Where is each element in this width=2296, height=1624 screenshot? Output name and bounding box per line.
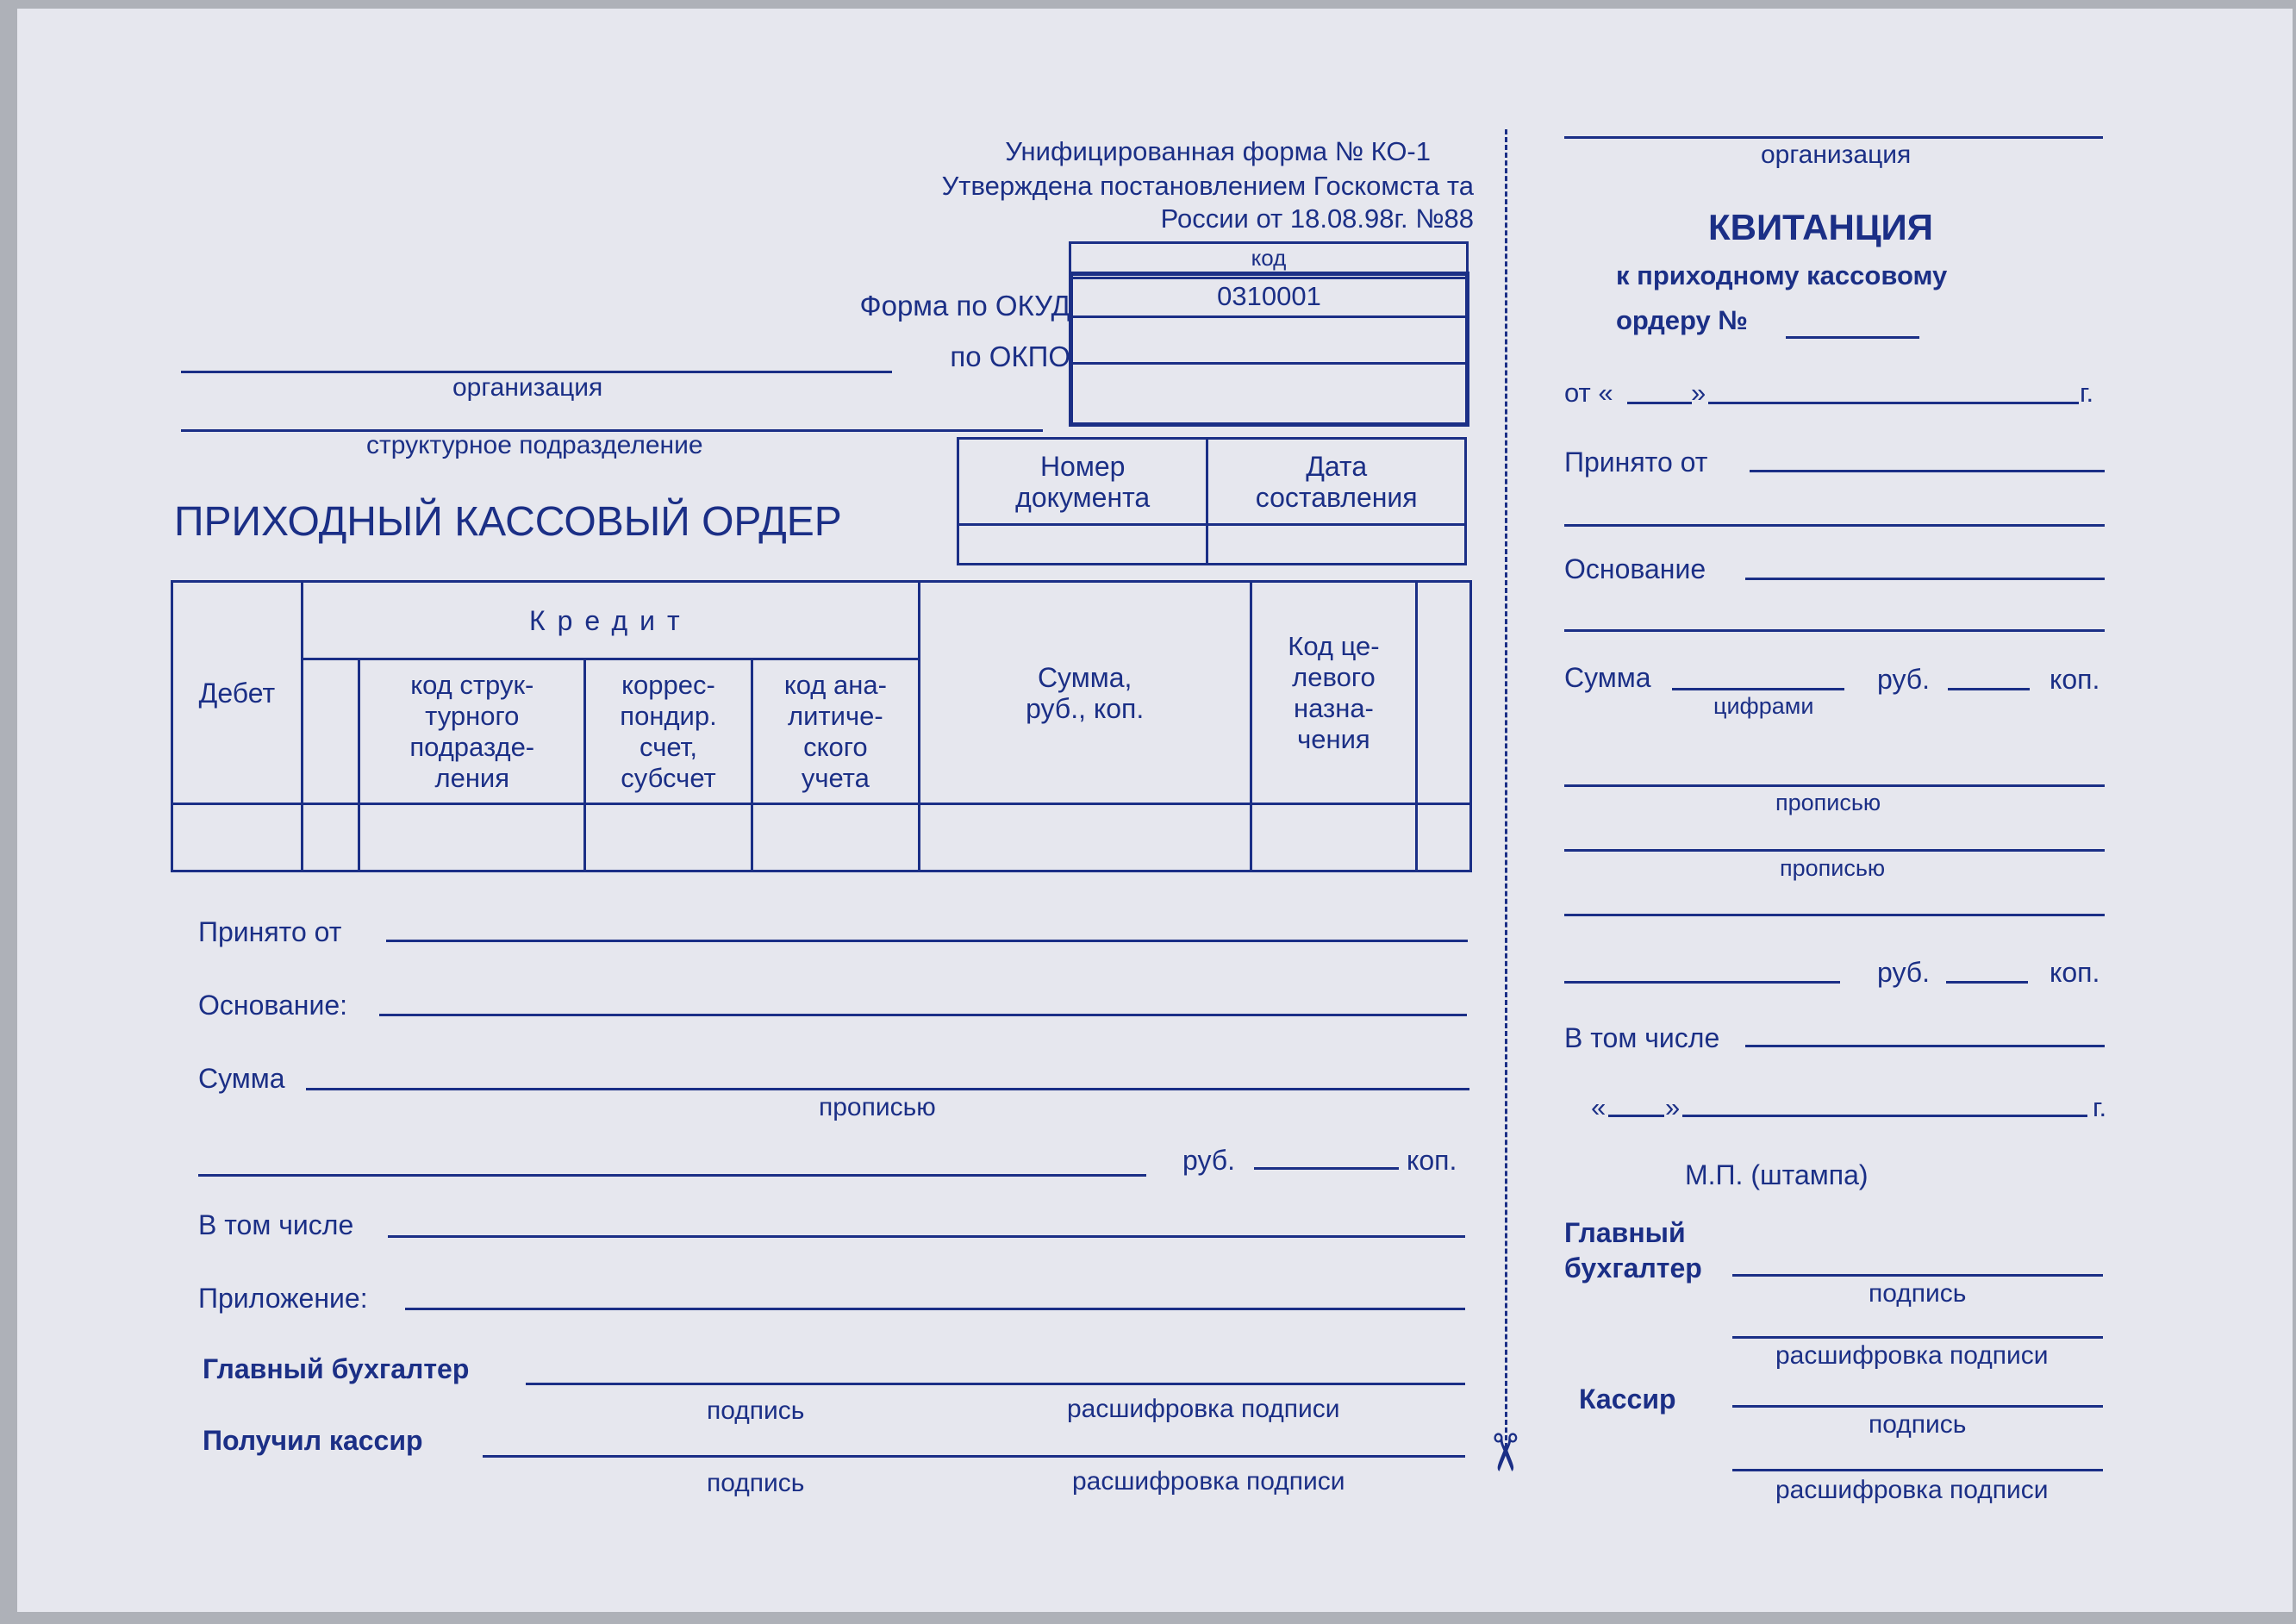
receipt-rubles-label: руб. [1877, 664, 1931, 695]
receipt-rubles-label-2: руб. [1877, 957, 1931, 988]
debit-cell[interactable] [172, 804, 303, 871]
receipt-received-from-field[interactable] [1750, 470, 2105, 472]
credit-blank-cell[interactable] [302, 804, 359, 871]
receipt-date-year-suffix: г. [2080, 378, 2094, 408]
receipt-stamp-label: М.П. (штампа) [1685, 1159, 1869, 1190]
receipt-organization-caption: организация [1761, 141, 1912, 169]
amount-field[interactable] [306, 1088, 1469, 1090]
including-field[interactable] [388, 1235, 1465, 1238]
purpose-code-header: Код це- левого назна- чения [1251, 582, 1417, 804]
okud-code: 0310001 [1217, 281, 1321, 311]
cut-line [1505, 129, 1507, 1448]
cashier-received-label: Получил кассир [203, 1425, 423, 1456]
accounts-table [171, 580, 1472, 872]
receipt-cashier-signature-field[interactable] [1732, 1405, 2103, 1408]
receipt-date2-close: » [1665, 1092, 1681, 1122]
receipt-basis-label: Основание [1564, 553, 1706, 584]
receipt-cashier-signature-caption: подпись [1869, 1410, 1967, 1439]
page-title: ПРИХОДНЫЙ КАССОВЫЙ ОРДЕР [174, 499, 842, 545]
receipt-received-from-field-2[interactable] [1564, 524, 2105, 527]
receipt-chief-decoding-field[interactable] [1732, 1336, 2103, 1339]
receipt-basis-field[interactable] [1745, 578, 2105, 580]
receipt-chief-accountant-line2: бухгалтер [1564, 1252, 1702, 1284]
receipt-amount-digits-caption: цифрами [1713, 693, 1814, 719]
receipt-subtitle: к приходному кассовому [1616, 260, 1948, 290]
basis-label: Основание: [198, 990, 348, 1021]
receipt-rubles-field[interactable] [1564, 981, 1840, 984]
receipt-in-words-field-3[interactable] [1564, 914, 2105, 916]
receipt-chief-decoding-caption: расшифровка подписи [1775, 1341, 2049, 1370]
receipt-date-quote: » [1691, 378, 1706, 408]
receipt-amount-digits-field[interactable] [1672, 688, 1844, 690]
receipt-including-field[interactable] [1745, 1045, 2105, 1047]
chief-signature-caption: подпись [707, 1396, 805, 1425]
receipt-date-day-field[interactable] [1627, 402, 1692, 404]
received-from-field[interactable] [386, 940, 1468, 942]
receipt-cashier-label: Кассир [1579, 1384, 1676, 1415]
doc-number-cell[interactable] [958, 525, 1207, 565]
subdivision-label: структурное подразделение [366, 431, 703, 459]
subdivision-code-header: код струк- турного подразде- ления [359, 659, 585, 804]
receipt-including-label: В том числе [1564, 1022, 1720, 1053]
document-table [957, 437, 1467, 565]
cashier-signature-caption: подпись [707, 1469, 805, 1497]
receipt-date2-day-field[interactable] [1608, 1115, 1664, 1117]
sum-cell[interactable] [919, 804, 1251, 871]
chief-accountant-signature-field[interactable] [526, 1383, 1465, 1385]
receipt-chief-signature-caption: подпись [1869, 1279, 1967, 1308]
basis-field[interactable] [379, 1014, 1467, 1016]
amount-label: Сумма [198, 1063, 285, 1094]
approved-date-label: России от 18.08.98г. №88 [1160, 203, 1474, 234]
amount-rubles-field[interactable] [198, 1174, 1146, 1177]
okpo-label: по ОКПО [950, 340, 1070, 372]
receipt-kopecks-field[interactable] [1948, 688, 2030, 690]
approved-label: Утверждена постановлением Госкомста та [941, 171, 1474, 201]
blank-cell[interactable] [1417, 804, 1471, 871]
rubles-label: руб. [1182, 1145, 1236, 1176]
receipt-amount-label: Сумма [1564, 662, 1651, 693]
analytical-code-cell[interactable] [752, 804, 919, 871]
okud-label: Форма по ОКУД [859, 290, 1070, 322]
receipt-kopecks-label: коп. [2050, 664, 2100, 695]
form-sheet [17, 9, 2293, 1612]
doc-date-cell[interactable] [1207, 525, 1466, 565]
receipt-kopecks-label-2: коп. [2050, 957, 2100, 988]
received-from-label: Принято от [198, 916, 342, 947]
blank-header [1417, 582, 1471, 804]
receipt-chief-signature-field[interactable] [1732, 1274, 2103, 1277]
organization-label: организация [452, 373, 603, 402]
unified-form-label: Унифицированная форма № КО-1 [1005, 136, 1431, 166]
receipt-title: КВИТАНЦИЯ [1708, 207, 1933, 247]
receipt-in-words-caption-1: прописью [1775, 790, 1881, 815]
attachment-label: Приложение: [198, 1283, 368, 1314]
amount-in-words-caption: прописью [819, 1093, 936, 1121]
cashier-signature-field[interactable] [483, 1455, 1465, 1458]
purpose-code-cell[interactable] [1251, 804, 1417, 871]
receipt-in-words-field-1[interactable] [1564, 784, 2105, 787]
receipt-in-words-field-2[interactable] [1564, 849, 2105, 852]
correspondent-account-header: коррес- пондир. счет, субсчет [585, 659, 752, 804]
receipt-date-month-field[interactable] [1708, 402, 2079, 404]
chief-accountant-label: Главный бухгалтер [203, 1353, 470, 1384]
receipt-date2-year-suffix: г. [2093, 1092, 2107, 1122]
doc-number-header: Номер документа [958, 439, 1207, 525]
receipt-received-from-label: Принято от [1564, 447, 1708, 478]
receipt-order-number-label: ордеру № [1616, 305, 1748, 335]
code-divider-1 [1069, 315, 1469, 318]
credit-header: Кредит [302, 582, 919, 659]
receipt-cashier-decoding-caption: расшифровка подписи [1775, 1476, 2049, 1504]
receipt-date2-open: « [1591, 1092, 1607, 1122]
receipt-date2-month-field[interactable] [1682, 1115, 2087, 1117]
receipt-cashier-decoding-field[interactable] [1732, 1469, 2103, 1471]
attachment-field[interactable] [405, 1308, 1465, 1310]
amount-kopecks-field[interactable] [1254, 1167, 1399, 1170]
receipt-kopecks-field-2[interactable] [1946, 981, 2028, 984]
receipt-organization-field[interactable] [1564, 136, 2103, 139]
analytical-code-header: код ана- литиче- ского учета [752, 659, 919, 804]
code-divider-2 [1069, 362, 1469, 365]
including-label: В том числе [198, 1209, 354, 1240]
scissors-icon: ✂ [1476, 1430, 1534, 1475]
correspondent-account-cell[interactable] [585, 804, 752, 871]
debit-header: Дебет [172, 582, 303, 804]
subdivision-code-cell[interactable] [359, 804, 585, 871]
receipt-basis-field-2[interactable] [1564, 629, 2105, 632]
cashier-decoding-caption: расшифровка подписи [1072, 1467, 1345, 1496]
sum-header: Сумма, руб., коп. [919, 582, 1251, 804]
receipt-order-number-field[interactable] [1786, 336, 1919, 339]
doc-date-header: Дата составления [1207, 439, 1466, 525]
kopecks-label: коп. [1407, 1145, 1457, 1176]
chief-decoding-caption: расшифровка подписи [1067, 1395, 1340, 1423]
credit-blank-header [302, 659, 359, 804]
receipt-chief-accountant-line1: Главный [1564, 1217, 1686, 1248]
receipt-in-words-caption-2: прописью [1780, 855, 1886, 881]
receipt-date-prefix: от « [1564, 378, 1613, 408]
code-header: код [1251, 245, 1287, 271]
